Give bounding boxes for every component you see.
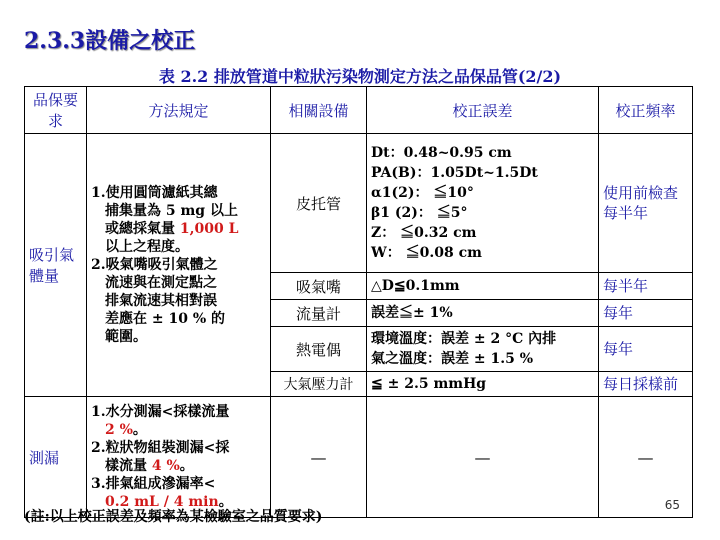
header-frequency: 校正頻率 bbox=[599, 87, 693, 134]
equipment-cell: 熱電偶 bbox=[271, 327, 367, 372]
frequency-cell: 每日採樣前 bbox=[599, 372, 693, 397]
category-cell: 測漏 bbox=[25, 397, 87, 518]
equipment-cell: 吸氣嘴 bbox=[271, 273, 367, 300]
table-caption: 表 2.2 排放管道中粒狀污染物測定方法之品保品管(2/2) bbox=[158, 67, 562, 86]
equipment-cell: 流量計 bbox=[271, 300, 367, 327]
table-row bbox=[25, 134, 693, 273]
equipment-cell: 皮托管 bbox=[271, 134, 367, 273]
frequency-cell: — bbox=[599, 397, 693, 518]
tolerance-cell: 誤差≦± 1% bbox=[367, 300, 599, 327]
footnote: (註:以上校正誤差及頻率為某檢驗室之品質要求) bbox=[24, 509, 323, 525]
page-number: 65 bbox=[664, 498, 680, 512]
tolerance-cell: 環境溫度：誤差 ± 2 °C 內排 氣之溫度：誤差 ± 1.5 % bbox=[367, 327, 599, 372]
header-equipment: 相關設備 bbox=[271, 87, 367, 134]
method-cell: 1.使用圓筒濾紙其總 捕集量為 5 mg 以上 或總採氣量 1,000 L 以上之程度。 2.吸氣嘴吸引氣體之 流速與在測定點之 排氣流速其相對誤 差應在 ± 10 % 的 範圍。 bbox=[87, 134, 271, 397]
frequency-cell: 每年 bbox=[599, 300, 693, 327]
tolerance-cell: Dt：0.48~0.95 cm PA(B)：1.05Dt~1.5Dt α1(2)： ≦10° β1 (2)： ≦5° Z： ≦0.32 cm W： ≦0.08 cm bbox=[367, 134, 599, 273]
frequency-cell: 每半年 bbox=[599, 273, 693, 300]
table-row bbox=[25, 397, 693, 518]
category-cell: 吸引氣體量 bbox=[25, 134, 87, 397]
header-tolerance: 校正誤差 bbox=[367, 87, 599, 134]
tolerance-cell: ≦ ± 2.5 mmHg bbox=[367, 372, 599, 397]
equipment-cell: 大氣壓力計 bbox=[271, 372, 367, 397]
header-method: 方法規定 bbox=[87, 87, 271, 134]
header-category: 品保要求 bbox=[25, 87, 87, 134]
method-cell: 1.水分測漏<採樣流量 2 %。 2.粒狀物組裝測漏<採 樣流量 4 %。 3.排氣組成滲漏率< 0.2 mL / 4 min。 bbox=[87, 397, 271, 518]
header-row bbox=[25, 87, 693, 134]
frequency-cell: 每年 bbox=[599, 327, 693, 372]
qa-qc-table bbox=[24, 86, 693, 518]
tolerance-cell: △D≦0.1mm bbox=[367, 273, 599, 300]
tolerance-cell: — bbox=[367, 397, 599, 518]
frequency-cell: 使用前檢查 每半年 bbox=[599, 134, 693, 273]
section-heading: 2.3.3設備之校正 bbox=[24, 28, 196, 54]
equipment-cell: — bbox=[271, 397, 367, 518]
